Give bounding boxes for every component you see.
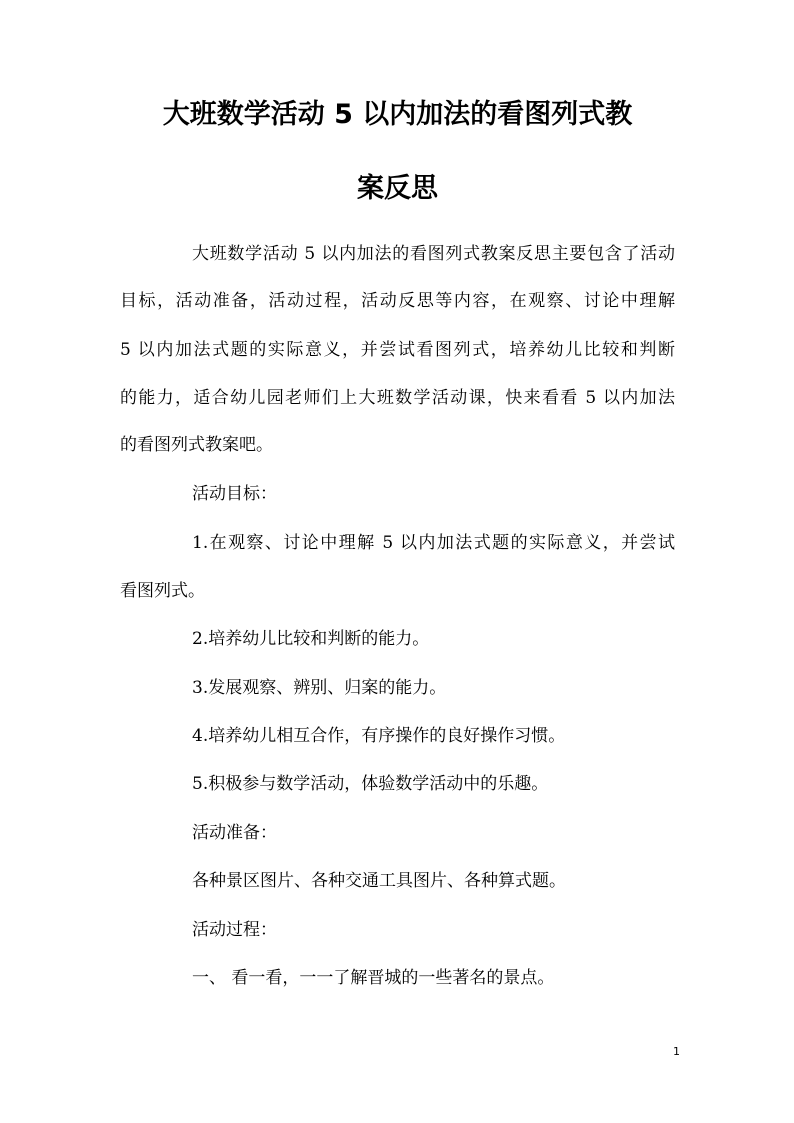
- document-title-line-2: 案反思: [357, 173, 438, 204]
- document-title-line-1: 大班数学活动 5 以内加法的看图列式教: [162, 99, 633, 130]
- goal-5: 5.积极参与数学活动，体验数学活动中的乐趣。: [192, 774, 549, 794]
- process-heading: 活动过程：: [192, 920, 277, 940]
- goal-1-line-2: 看图列式。: [120, 581, 205, 601]
- goal-4: 4.培养幼儿相互合作，有序操作的良好操作习惯。: [192, 726, 566, 746]
- goal-1-line-1: 1.在观察、讨论中理解 5 以内加法式题的实际意义，并尝试: [192, 533, 675, 553]
- page-number: 1: [673, 1045, 680, 1058]
- intro-line-5: 的看图列式教案吧。: [120, 435, 273, 455]
- intro-line-1: 大班数学活动 5 以内加法的看图列式教案反思主要包含了活动: [192, 244, 675, 264]
- prep-text: 各种景区图片、各种交通工具图片、各种算式题。: [192, 871, 566, 891]
- process-step-1: 一、 看一看，一一了解晋城的一些著名的景点。: [192, 968, 555, 988]
- prep-heading: 活动准备：: [192, 823, 277, 843]
- goal-3: 3.发展观察、辨别、归案的能力。: [192, 678, 447, 698]
- goals-heading: 活动目标：: [192, 484, 277, 504]
- intro-line-4: 的能力，适合幼儿园老师们上大班数学活动课，快来看看 5 以内加法: [120, 388, 675, 408]
- intro-line-3: 5 以内加法式题的实际意义，并尝试看图列式，培养幼儿比较和判断: [120, 340, 675, 360]
- goal-2: 2.培养幼儿比较和判断的能力。: [192, 629, 430, 649]
- intro-line-2: 目标，活动准备，活动过程，活动反思等内容，在观察、讨论中理解: [120, 291, 675, 311]
